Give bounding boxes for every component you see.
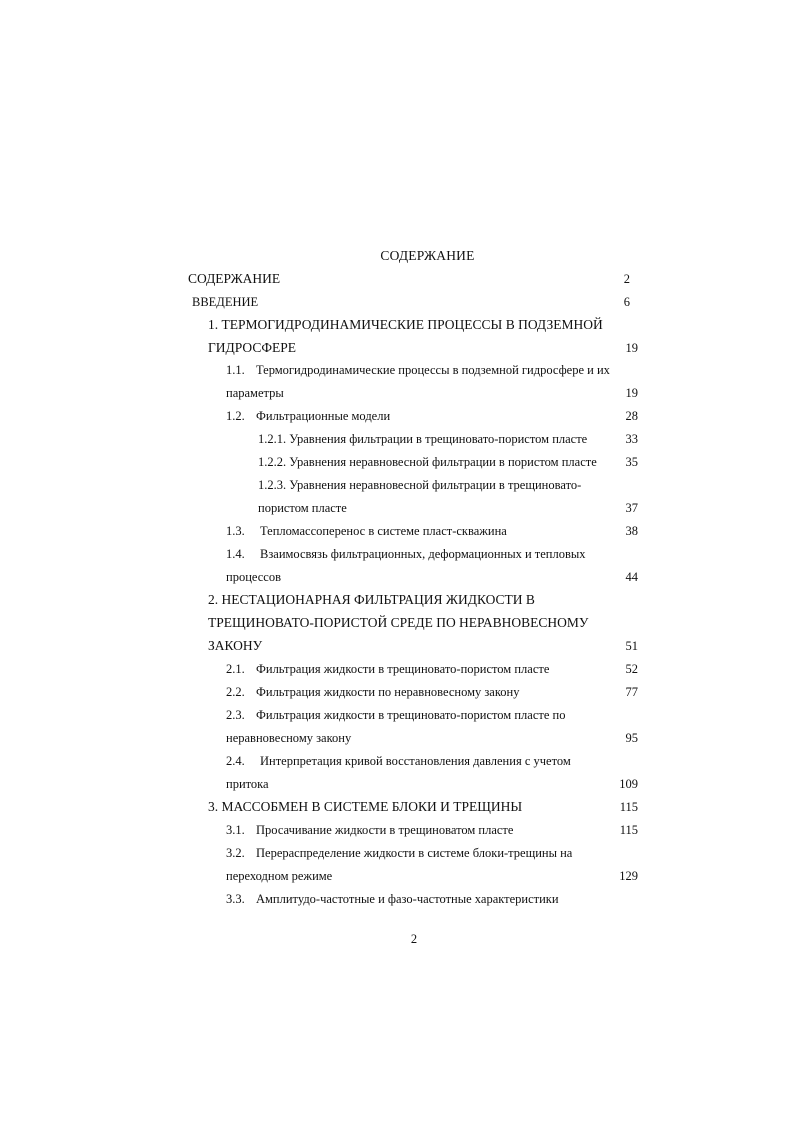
toc-section-number: 1.4. xyxy=(226,547,245,561)
toc-entry-text: СОДЕРЖАНИЕ xyxy=(188,271,281,286)
toc-subsection-text: 1.2.2. Уравнения неравновесной фильтрации в пористом пласте xyxy=(258,455,597,469)
toc-section-number: 2.2. xyxy=(226,685,245,699)
toc-section-title: Фильтрация жидкости по неравновесному закону xyxy=(256,685,520,699)
toc-chapter-text: 1. ТЕРМОГИДРОДИНАМИЧЕСКИЕ ПРОЦЕССЫ В ПОДЗЕМНОЙ xyxy=(208,317,603,332)
toc-entry-page: 28 xyxy=(625,409,638,423)
toc-section-text-cont: притока xyxy=(226,777,269,791)
toc-entry-text: ВВЕДЕНИЕ xyxy=(192,295,259,309)
toc-subsection-text: 1.2.3. Уравнения неравновесной фильтрации в трещиновато- xyxy=(258,478,582,492)
toc-section-title: Амплитудо-частотные и фазо-частотные характеристики xyxy=(256,892,559,906)
toc-section-text xyxy=(226,707,565,723)
toc-entry-page: 19 xyxy=(625,341,638,355)
toc-subsection-text: 1.2.1. Уравнения фильтрации в трещиновато-пористом пласте xyxy=(258,432,588,446)
toc-section-text xyxy=(226,546,586,562)
toc-entry-page: 115 xyxy=(619,823,638,837)
toc-section-title: Перераспределение жидкости в системе блоки-трещины на xyxy=(256,846,573,860)
toc-section-title: Интерпретация кривой восстановления давления с учетом xyxy=(260,754,571,768)
toc-section-number: 3.2. xyxy=(226,846,245,860)
toc-entry-page: 51 xyxy=(625,639,638,653)
toc-chapter-text: 2. НЕСТАЦИОНАРНАЯ ФИЛЬТРАЦИЯ ЖИДКОСТИ В xyxy=(208,592,535,607)
toc-entry-page: 6 xyxy=(623,295,630,309)
toc-entry-page: 19 xyxy=(625,386,638,400)
toc-chapter-text-cont: ТРЕЩИНОВАТО-ПОРИСТОЙ СРЕДЕ ПО НЕРАВНОВЕСНОМУ xyxy=(208,615,589,630)
toc-section-title: Фильтрация жидкости в трещиновато-пористом пласте xyxy=(256,662,550,676)
toc-section-title: Взаимосвязь фильтрационных, деформационных и тепловых xyxy=(260,547,586,561)
toc-section-number: 1.2. xyxy=(226,409,245,423)
toc-entry-page: 95 xyxy=(625,731,638,745)
toc-section-text xyxy=(226,891,559,907)
toc-section-text-cont: процессов xyxy=(226,570,281,584)
toc-chapter-text-cont: ЗАКОНУ xyxy=(208,638,263,653)
toc-subsection-text-cont: пористом пласте xyxy=(258,501,347,515)
toc-section-number: 3.1. xyxy=(226,823,245,837)
toc-section-title: Просачивание жидкости в трещиноватом пласте xyxy=(256,823,514,837)
toc-section-text xyxy=(226,362,610,378)
toc-section-text-cont: неравновесному закону xyxy=(226,731,352,745)
toc-section-text xyxy=(226,523,507,539)
toc-entry-page: 115 xyxy=(619,800,638,814)
toc-section-number: 2.3. xyxy=(226,708,245,722)
toc-entry-page: 109 xyxy=(619,777,638,791)
toc-section-text xyxy=(226,822,513,838)
toc-section-text-cont: параметры xyxy=(226,386,284,400)
toc-section-number: 2.1. xyxy=(226,662,245,676)
toc-entry-page: 77 xyxy=(625,685,638,699)
toc-section-number: 3.3. xyxy=(226,892,245,906)
toc-chapter-text-cont: ГИДРОСФЕРЕ xyxy=(208,340,297,355)
toc-section-text xyxy=(226,753,571,769)
toc-section-number: 1.3. xyxy=(226,524,245,538)
toc-entry-page: 35 xyxy=(625,455,638,469)
toc-entry-page: 37 xyxy=(625,501,638,515)
toc-entry-page: 2 xyxy=(623,272,630,286)
toc-section-number: 2.4. xyxy=(226,754,245,768)
toc-section-text xyxy=(226,845,572,861)
page-number: 2 xyxy=(410,932,418,946)
toc-section-title: Фильтрация жидкости в трещиновато-пористом пласте по xyxy=(256,708,566,722)
toc-section-text xyxy=(226,408,390,424)
toc-entry-page: 44 xyxy=(625,570,638,584)
toc-section-title: Тепломассоперенос в системе пласт-скважина xyxy=(260,524,507,538)
toc-entry-page: 33 xyxy=(625,432,638,446)
toc-entry-page: 52 xyxy=(625,662,638,676)
toc-section-text xyxy=(226,684,519,700)
toc-entry-page: 38 xyxy=(625,524,638,538)
toc-section-title: Фильтрационные модели xyxy=(256,409,391,423)
toc-entry-page: 129 xyxy=(619,869,638,883)
toc-section-text xyxy=(226,661,549,677)
toc-section-text-cont: переходном режиме xyxy=(226,869,333,883)
page-title: СОДЕРЖАНИЕ xyxy=(380,248,475,263)
toc-section-number: 1.1. xyxy=(226,363,245,377)
toc-section-title: Термогидродинамические процессы в подземной гидросфере и их xyxy=(256,363,610,377)
toc-chapter-text: 3. МАССОБМЕН В СИСТЕМЕ БЛОКИ И ТРЕЩИНЫ xyxy=(208,799,523,814)
